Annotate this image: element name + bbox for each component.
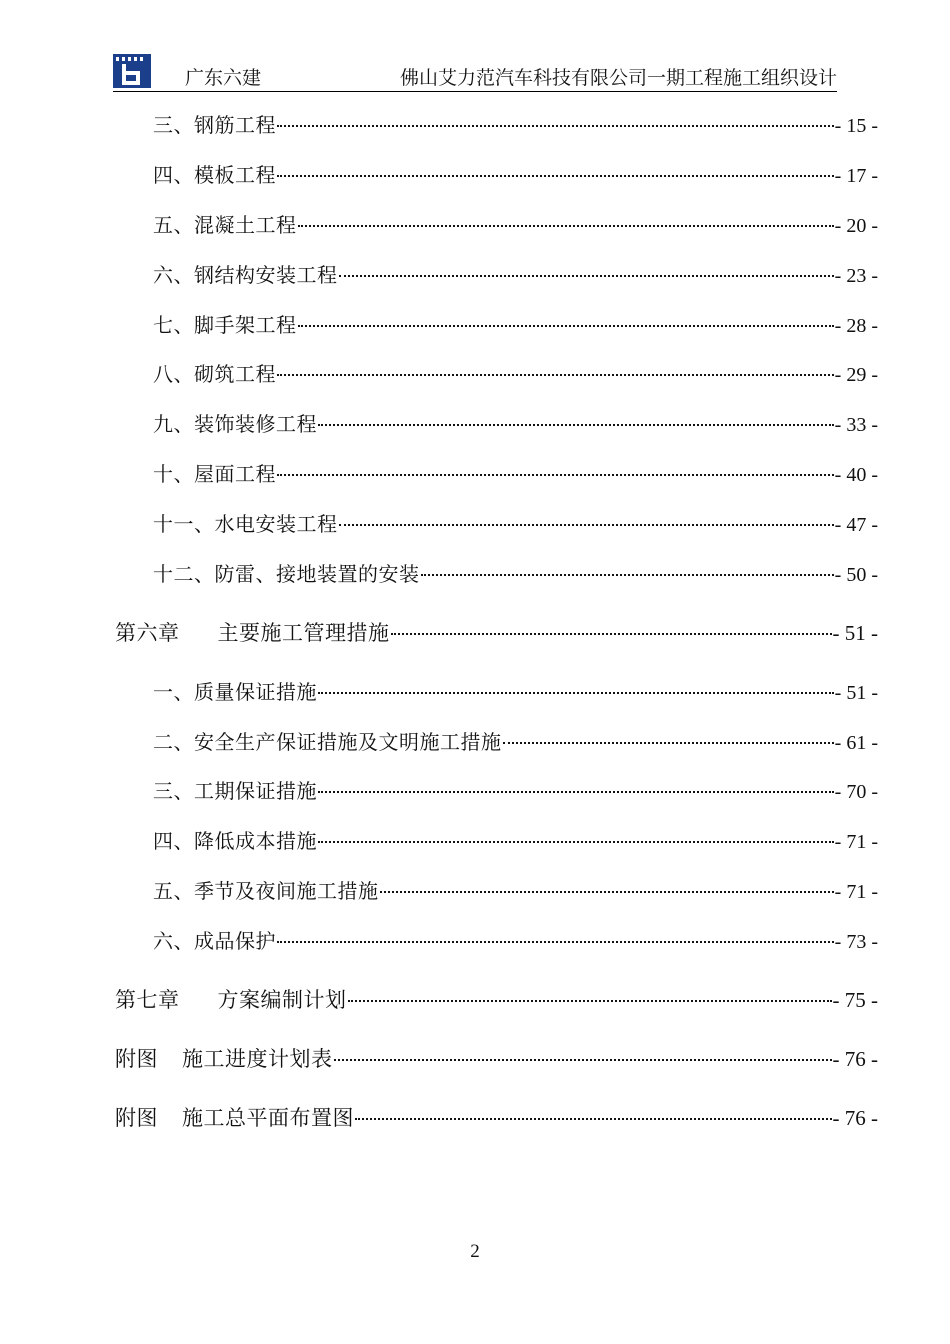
toc-entry[interactable] (153, 211, 878, 239)
toc-page-number: - 51 - (834, 682, 878, 704)
toc-page-number: - 29 - (834, 364, 878, 386)
toc-dot-leader (339, 275, 834, 277)
toc-entry-label: 六、钢结构安装工程 (153, 263, 338, 287)
toc-entry-label: 四、模板工程 (153, 163, 276, 187)
toc-page-number: - 76 - (832, 1106, 878, 1130)
toc-page-number: - 70 - (834, 781, 878, 803)
toc-dot-leader (277, 374, 834, 376)
toc-page-number: - 71 - (834, 831, 878, 853)
toc-entry-label: 六、成品保护 (153, 929, 276, 953)
toc-page-number: - 61 - (834, 732, 878, 754)
toc-entry[interactable] (153, 311, 878, 339)
toc-chapter-title: 主要施工管理措施 (217, 621, 390, 645)
toc-entry[interactable] (153, 261, 878, 289)
toc-page-number: - 51 - (832, 621, 878, 645)
toc-entry-label: 三、钢筋工程 (153, 113, 276, 137)
toc-dot-leader (503, 742, 834, 744)
toc-chapter-label: 第七章 (115, 988, 180, 1012)
toc-page-number: - 50 - (834, 564, 878, 586)
company-logo-icon (113, 54, 151, 88)
toc-dot-leader (277, 474, 834, 476)
toc-page-number: - 47 - (834, 514, 878, 536)
toc-entry-label: 五、混凝土工程 (153, 213, 297, 237)
toc-entry-label: 五、季节及夜间施工措施 (153, 879, 379, 903)
document-title: 佛山艾力范汽车科技有限公司一期工程施工组织设计 (399, 67, 837, 89)
toc-dot-leader (318, 424, 834, 426)
toc-entry[interactable] (153, 560, 878, 588)
toc-dot-leader (348, 1000, 832, 1002)
toc-dot-leader (355, 1118, 832, 1120)
company-name: 广东六建 (185, 67, 262, 89)
toc-entry-label: 二、安全生产保证措施及文明施工措施 (153, 730, 502, 754)
toc-dot-leader (339, 524, 834, 526)
toc-dot-leader (380, 891, 834, 893)
toc-entry[interactable] (153, 827, 878, 855)
toc-entry[interactable] (153, 360, 878, 388)
toc-dot-leader (421, 574, 834, 576)
toc-appendix-label: 附图 (115, 1047, 158, 1071)
toc-dot-leader (277, 125, 834, 127)
toc-entry[interactable] (153, 410, 878, 438)
toc-entry[interactable] (153, 460, 878, 488)
toc-entry[interactable] (153, 510, 878, 538)
toc-appendix-label: 附图 (115, 1106, 158, 1130)
toc-appendix-title: 施工进度计划表 (182, 1047, 333, 1071)
toc-entry-label: 十二、防雷、接地装置的安装 (153, 562, 420, 586)
toc-dot-leader (298, 325, 834, 327)
toc-dot-leader (334, 1059, 832, 1061)
toc-appendix-title: 施工总平面布置图 (182, 1106, 354, 1130)
toc-page-number: - 33 - (834, 414, 878, 436)
toc-chapter-entry[interactable] (115, 619, 878, 647)
toc-entry[interactable] (153, 678, 878, 706)
header-divider (113, 91, 837, 92)
toc-page-number: - 75 - (832, 988, 878, 1012)
toc-chapter-label: 第六章 (115, 621, 180, 645)
toc-dot-leader (277, 175, 834, 177)
toc-page-number: - 23 - (834, 265, 878, 287)
toc-appendix-entry[interactable] (115, 1104, 878, 1132)
toc-entry-label: 七、脚手架工程 (153, 313, 297, 337)
toc-chapter-entry[interactable] (115, 986, 878, 1014)
toc-page-number: - 20 - (834, 215, 878, 237)
toc-page-number: - 28 - (834, 315, 878, 337)
toc-page-number: - 40 - (834, 464, 878, 486)
page-number: 2 (470, 1241, 480, 1262)
toc-dot-leader (391, 633, 832, 635)
toc-dot-leader (318, 841, 834, 843)
toc-page-number: - 71 - (834, 881, 878, 903)
toc-page-number: - 17 - (834, 165, 878, 187)
toc-entry-label: 四、降低成本措施 (153, 829, 317, 853)
toc-dot-leader (298, 225, 834, 227)
page-header (113, 52, 837, 92)
toc-dot-leader (318, 692, 834, 694)
toc-entry[interactable] (153, 777, 878, 805)
toc-entry-label: 九、装饰装修工程 (153, 412, 317, 436)
toc-entry-label: 十、屋面工程 (153, 462, 276, 486)
toc-entry-label: 十一、水电安装工程 (153, 512, 338, 536)
toc-entry[interactable] (153, 728, 878, 756)
toc-entry[interactable] (153, 161, 878, 189)
toc-entry-label: 一、质量保证措施 (153, 680, 317, 704)
toc-chapter-title: 方案编制计划 (217, 988, 347, 1012)
toc-dot-leader (318, 791, 834, 793)
toc-entry-label: 三、工期保证措施 (153, 779, 317, 803)
toc-entry[interactable] (153, 877, 878, 905)
toc-entry[interactable] (153, 111, 878, 139)
toc-page-number: - 76 - (832, 1047, 878, 1071)
toc-page-number: - 73 - (834, 931, 878, 953)
toc-entry-label: 八、砌筑工程 (153, 362, 276, 386)
toc-entry[interactable] (153, 927, 878, 955)
toc-dot-leader (277, 941, 834, 943)
toc-appendix-entry[interactable] (115, 1045, 878, 1073)
toc-page-number: - 15 - (834, 115, 878, 137)
